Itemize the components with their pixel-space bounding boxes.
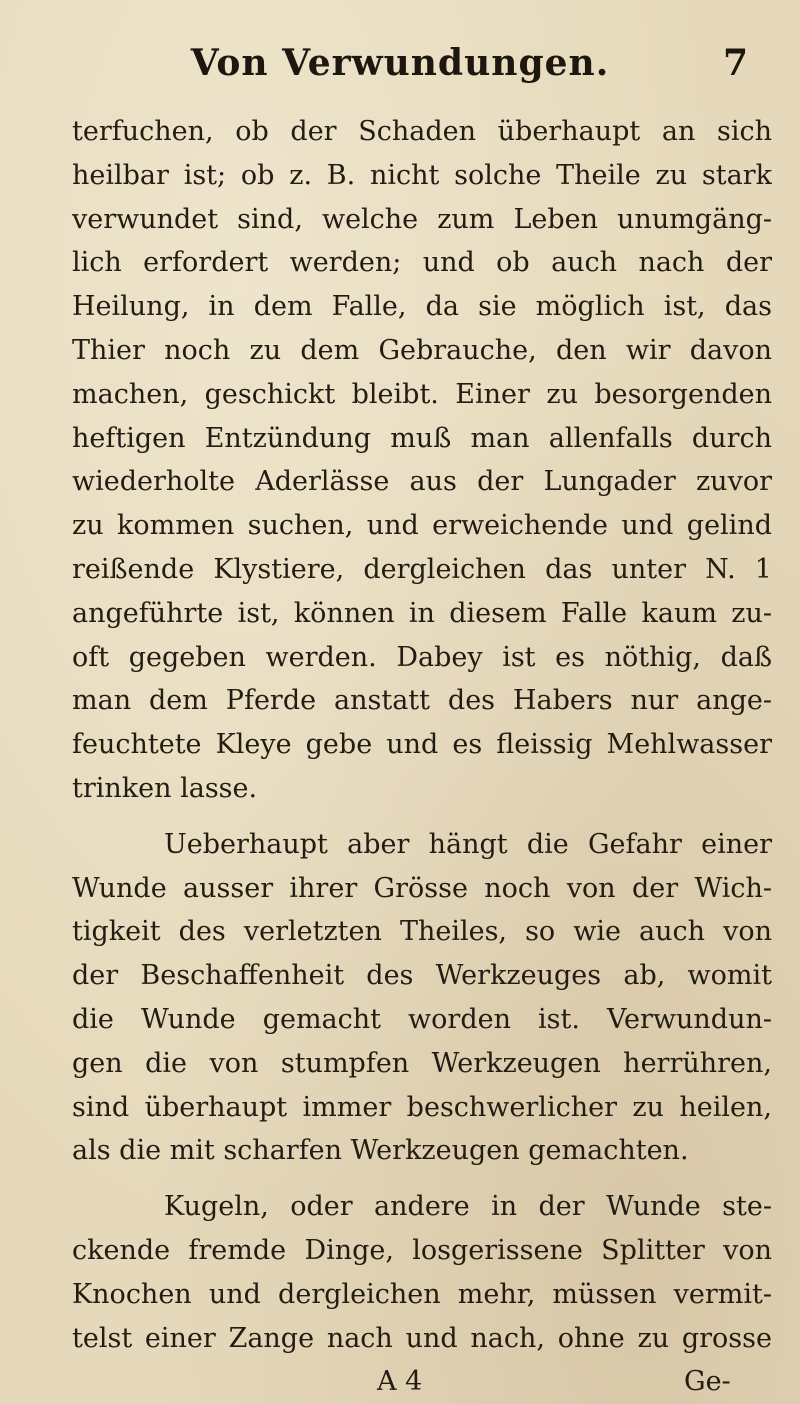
text-line: reißende Klystiere, dergleichen das unter N. 1 xyxy=(72,553,772,585)
text-line: zu kommen suchen, und erweichende und gelind xyxy=(72,510,772,542)
text-line: trinken lasse. xyxy=(72,772,258,804)
text-line: heftigen Entzündung muß man allenfalls durch xyxy=(72,422,772,454)
text-line: gen die von stumpfen Werkzeugen herrühren, xyxy=(72,1047,772,1079)
signature-mark: A 4 xyxy=(377,1366,423,1398)
page-header-title: Von Verwundungen. xyxy=(190,42,610,84)
text-line: tigkeit des verletzten Theiles, so wie auch von xyxy=(72,916,772,948)
text-line: verwundet sind, welche zum Leben unumgäng- xyxy=(72,203,772,235)
text-line: feuchtete Kleye gebe und es fleissig Mehlwasser xyxy=(72,729,772,761)
text-line: Wunde ausser ihrer Grösse noch von der Wich- xyxy=(72,872,772,904)
text-line: Knochen und dergleichen mehr, müssen vermit- xyxy=(72,1278,772,1310)
paragraph-gap xyxy=(72,811,772,823)
paragraph-gap xyxy=(72,1173,772,1185)
text-line: die Wunde gemacht worden ist. Verwundun- xyxy=(72,1003,772,1035)
text-line: heilbar ist; ob z. B. nicht solche Theile zu stark xyxy=(72,159,772,191)
text-line: oft gegeben werden. Dabey ist es nöthig, daß xyxy=(72,641,772,673)
text-line: lich erfordert werden; und ob auch nach der xyxy=(72,247,772,279)
footer-line xyxy=(72,1360,772,1404)
text-line: angeführte ist, können in diesem Falle kaum zu- xyxy=(72,597,772,629)
text-line: Ueberhaupt aber hängt die Gefahr einer xyxy=(164,828,772,860)
running-head xyxy=(0,40,800,92)
body-text xyxy=(72,110,772,1404)
text-line: machen, geschickt bleibt. Einer zu besorgenden xyxy=(72,378,772,410)
text-line: als die mit scharfen Werkzeugen gemachten. xyxy=(72,1135,689,1167)
text-line: Thier noch zu dem Gebrauche, den wir davon xyxy=(72,334,772,366)
catchword: Ge- xyxy=(684,1366,731,1398)
text-line: sind überhaupt immer beschwerlicher zu heilen, xyxy=(72,1091,772,1123)
text-line: Heilung, in dem Falle, da sie möglich ist, das xyxy=(72,291,772,323)
text-line: man dem Pferde anstatt des Habers nur ange- xyxy=(72,685,772,717)
text-line: wiederholte Aderlässe aus der Lungader zuvor xyxy=(72,466,772,498)
text-line: telst einer Zange nach und nach, ohne zu grosse xyxy=(72,1322,772,1354)
text-line: terfuchen, ob der Schaden überhaupt an sich xyxy=(72,116,772,147)
page-number: 7 xyxy=(722,42,748,84)
text-line: ckende fremde Dinge, losgerissene Splitter von xyxy=(72,1234,772,1266)
text-line: der Beschaffenheit des Werkzeuges ab, womit xyxy=(72,960,772,992)
text-line: Kugeln, oder andere in der Wunde ste- xyxy=(164,1191,772,1223)
